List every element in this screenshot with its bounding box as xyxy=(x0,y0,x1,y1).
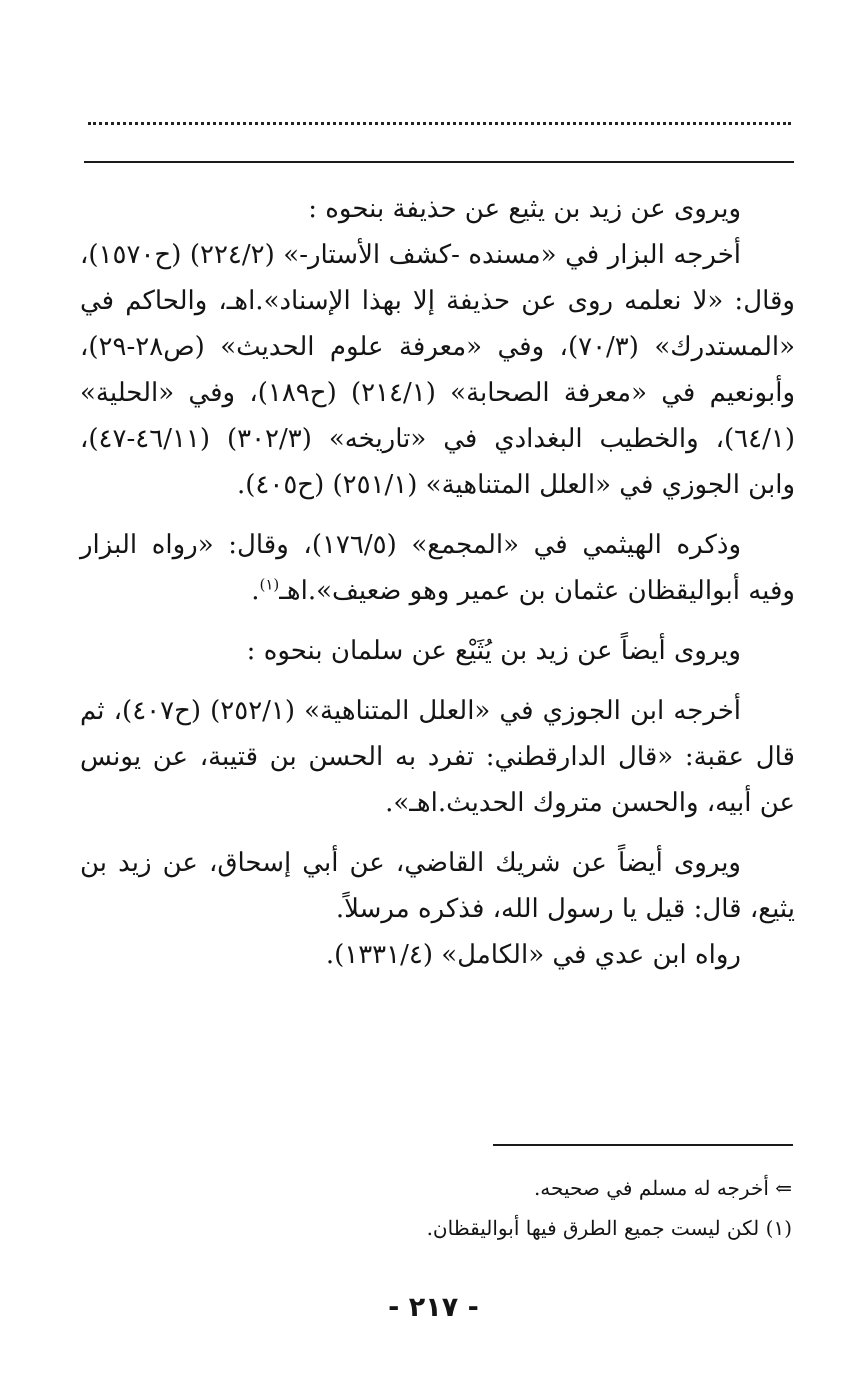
paragraph-3-text: وذكره الهيثمي في «المجمع» (١٧٦/٥)، وقال: «رواه البزار وفيه أبواليقظان عثمان بن عمير وهو ضعيف».اهـ xyxy=(80,530,795,606)
paragraph-5: أخرجه ابن الجوزي في «العلل المتناهية» (٢٥٢/١) (ح٤٠٧)، ثم قال عقبة: «قال الدارقطني: تفرد به الحسن بن قتيبة، عن يونس عن أبيه، والحسن متروك الحديث.اهـ». xyxy=(80,696,795,818)
footnote-separator xyxy=(493,1144,793,1146)
footnote-reference: (١) xyxy=(259,575,280,594)
header-rule xyxy=(84,161,794,163)
page-number: - ٢١٧ - xyxy=(388,1292,479,1323)
footnote-1: (١) لكن ليست جميع الطرق فيها أبواليقظان. xyxy=(426,1216,792,1240)
footnotes xyxy=(200,1168,792,1248)
paragraph-1: ويروى عن زيد بن يثيع عن حذيفة بنحوه : xyxy=(308,194,741,224)
main-text xyxy=(80,186,795,978)
paragraph-4: ويروى أيضاً عن زيد بن يُثَيْع عن سلمان بنحوه : xyxy=(246,636,741,666)
paragraph-6: ويروى أيضاً عن شريك القاضي، عن أبي إسحاق، عن زيد بن يثيع، قال: قيل يا رسول الله، فذكره مرسلاً. xyxy=(80,848,795,924)
paragraph-2: أخرجه البزار في «مسنده -كشف الأستار-» (٢٢٤/٢) (ح١٥٧٠)، وقال: «لا نعلمه روى عن حذيفة إلا بهذا الإسناد».اهـ، والحاكم في «المستدرك» (٧٠/٣)، وفي «معرفة علوم الحديث» (ص٢٨-٢٩)، وأبونعيم في «معرفة الصحابة» (٢١٤/١) (ح١٨٩)، وفي «الحلية» (٦٤/١)، والخطيب البغدادي في «تاريخه» (٣٠٢/٣) (٤٦/١١-٤٧)، وابن الجوزي في «العلل المتناهية» (٢٥١/١) (ح٤٠٥). xyxy=(80,240,796,500)
paragraph-7: رواه ابن عدي في «الكامل» (١٣٣١/٤). xyxy=(325,940,741,970)
paragraph-3-end: . xyxy=(251,576,260,606)
paragraph-3 xyxy=(80,522,795,614)
footnote-continuation: ⇐ أخرجه له مسلم في صحيحه. xyxy=(533,1176,792,1200)
dotted-separator xyxy=(88,122,791,125)
